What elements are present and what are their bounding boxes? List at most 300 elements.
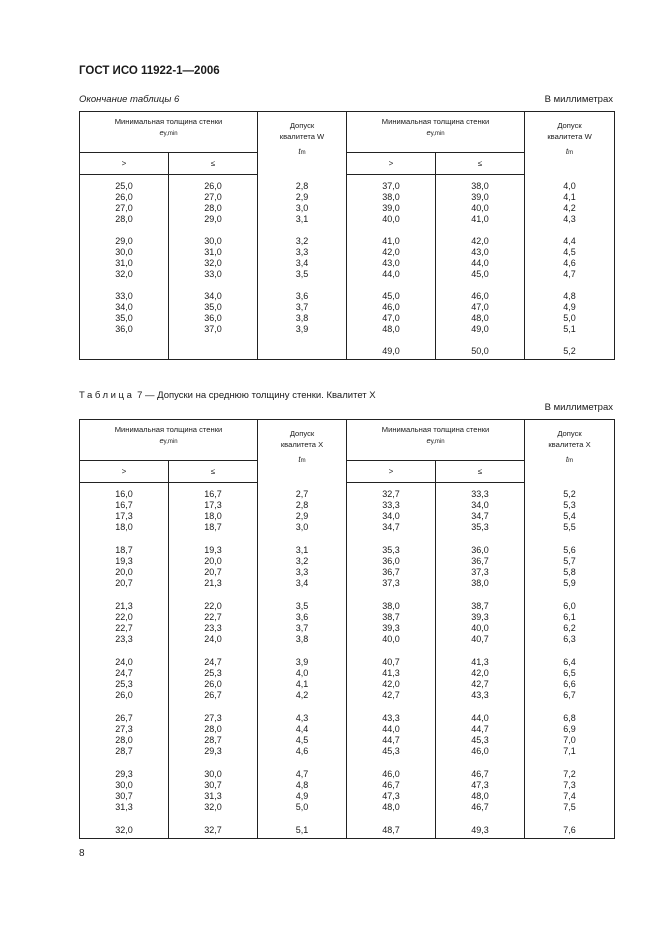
cell-value: 44,0 bbox=[471, 258, 489, 268]
table-cell bbox=[436, 589, 525, 645]
table-cell bbox=[347, 533, 436, 589]
header-tolerance-left bbox=[258, 112, 347, 175]
cell-value: 4,6 bbox=[295, 746, 309, 756]
cell-value: 46,7 bbox=[382, 780, 400, 790]
header-min-wall-left bbox=[80, 112, 258, 153]
grade-label: квалитета X bbox=[280, 440, 324, 449]
cell-value: 20,0 bbox=[115, 567, 133, 577]
table-cell bbox=[347, 757, 436, 813]
table-cell bbox=[436, 701, 525, 757]
header-le: ≤ bbox=[169, 153, 258, 175]
cell-value: 23,3 bbox=[204, 623, 222, 633]
table-row-group bbox=[80, 335, 615, 360]
table7 bbox=[79, 419, 615, 839]
table-cell bbox=[169, 645, 258, 701]
cell-value: 26,0 bbox=[115, 690, 133, 700]
cell-value: 20,7 bbox=[115, 578, 133, 588]
cell-value: 30,0 bbox=[204, 236, 222, 246]
e-symbol: e bbox=[159, 436, 164, 445]
header-tolerance-right bbox=[525, 420, 615, 483]
grade-label: квалитета X bbox=[548, 440, 591, 449]
cell-value: 34,7 bbox=[471, 511, 489, 521]
cell-value: 5,7 bbox=[563, 556, 576, 566]
cell-value: 31,0 bbox=[115, 258, 133, 268]
cell-value: 28,0 bbox=[204, 203, 222, 213]
cell-value: 6,2 bbox=[563, 623, 576, 633]
cell-value: 46,0 bbox=[471, 746, 489, 756]
table7-units: В миллиметрах bbox=[544, 402, 613, 413]
cell-value: 3,0 bbox=[295, 521, 309, 532]
table-cell bbox=[258, 589, 347, 645]
cell-value: 7,2 bbox=[563, 769, 576, 779]
cell-value: 5,5 bbox=[563, 521, 576, 532]
cell-value: 27,0 bbox=[204, 192, 222, 202]
cell-value: 45,3 bbox=[471, 735, 489, 745]
table-cell bbox=[258, 757, 347, 813]
cell-value: 39,0 bbox=[471, 192, 489, 202]
cell-value: 49,0 bbox=[382, 346, 400, 356]
cell-value: 3,5 bbox=[295, 601, 309, 611]
table-cell bbox=[347, 335, 436, 360]
cell-value: 4,1 bbox=[295, 679, 309, 689]
header-min-wall-right bbox=[347, 112, 525, 153]
cell-value: 33,3 bbox=[471, 489, 489, 499]
cell-value: 7,3 bbox=[563, 780, 576, 790]
table-cell bbox=[436, 483, 525, 534]
cell-value: 38,0 bbox=[382, 601, 400, 611]
min-wall-label: Минимальная толщина стенки bbox=[381, 425, 490, 434]
table-cell bbox=[436, 280, 525, 335]
cell-value: 37,3 bbox=[471, 567, 489, 577]
table-cell bbox=[169, 757, 258, 813]
cell-value: 4,0 bbox=[295, 668, 309, 678]
cell-value: 38,0 bbox=[471, 578, 489, 588]
table6-units: В миллиметрах bbox=[544, 94, 613, 105]
cell-value: 33,0 bbox=[115, 291, 133, 301]
header-min-wall-left bbox=[80, 420, 258, 461]
cell-value: 35,3 bbox=[471, 522, 489, 532]
cell-value: 6,5 bbox=[563, 668, 576, 678]
cell-value: 38,0 bbox=[471, 181, 489, 191]
table-cell bbox=[80, 280, 169, 335]
table-cell bbox=[525, 533, 615, 589]
cell-value: 41,3 bbox=[471, 657, 489, 667]
cell-value: 47,0 bbox=[471, 302, 489, 312]
table-cell bbox=[525, 335, 615, 360]
cell-value: 38,0 bbox=[382, 192, 400, 202]
table-cell bbox=[258, 483, 347, 534]
cell-value: 4,7 bbox=[295, 769, 309, 779]
table-cell bbox=[80, 533, 169, 589]
header-le: ≤ bbox=[169, 461, 258, 483]
table-cell bbox=[347, 813, 436, 839]
table-cell bbox=[80, 645, 169, 701]
cell-value: 42,0 bbox=[382, 679, 400, 689]
cell-value: 22,0 bbox=[204, 601, 222, 611]
cell-value: 40,7 bbox=[382, 657, 400, 667]
tolerance-label: Допуск bbox=[289, 121, 315, 130]
table-cell bbox=[436, 813, 525, 839]
cell-value: 46,0 bbox=[471, 291, 489, 301]
table-cell bbox=[525, 589, 615, 645]
t-symbol: t bbox=[298, 455, 301, 464]
cell-value: 33,0 bbox=[204, 269, 222, 279]
cell-value: 3,4 bbox=[295, 258, 309, 268]
table6-body bbox=[80, 175, 615, 360]
cell-value: 38,7 bbox=[471, 601, 489, 611]
cell-value: 48,0 bbox=[382, 324, 400, 334]
cell-value: 34,0 bbox=[471, 500, 489, 510]
t-symbol: t bbox=[298, 147, 301, 156]
header-gt: > bbox=[347, 153, 436, 175]
table-cell bbox=[347, 225, 436, 280]
cell-value: 7,0 bbox=[563, 735, 576, 745]
cell-value: 22,7 bbox=[204, 612, 222, 622]
cell-value: 4,9 bbox=[295, 791, 309, 801]
cell-value: 5,2 bbox=[563, 488, 576, 499]
cell-value: 16,7 bbox=[204, 489, 222, 499]
cell-value: 36,0 bbox=[471, 545, 489, 555]
table-cell bbox=[169, 225, 258, 280]
cell-value: 4,6 bbox=[563, 258, 576, 268]
cell-value: 31,0 bbox=[204, 247, 222, 257]
cell-value: 35,0 bbox=[204, 302, 222, 312]
cell-value: 6,8 bbox=[563, 713, 576, 723]
cell-value: 7,6 bbox=[563, 825, 576, 835]
cell-value: 34,0 bbox=[115, 302, 133, 312]
table-row-group bbox=[80, 757, 615, 813]
cell-value: 5,6 bbox=[563, 545, 576, 555]
cell-value bbox=[258, 346, 346, 357]
cell-value: 30,0 bbox=[115, 247, 133, 257]
tolerance-label: Допуск bbox=[289, 429, 315, 438]
cell-value: 21,3 bbox=[204, 578, 222, 588]
table-cell bbox=[258, 645, 347, 701]
cell-value: 48,0 bbox=[471, 791, 489, 801]
table-cell bbox=[258, 335, 347, 360]
cell-value: 27,0 bbox=[115, 203, 133, 213]
table-cell bbox=[347, 645, 436, 701]
cell-value: 39,3 bbox=[471, 612, 489, 622]
cell-value: 41,3 bbox=[382, 668, 400, 678]
table7-caption bbox=[79, 390, 376, 401]
cell-value: 3,9 bbox=[295, 657, 309, 667]
table-cell bbox=[80, 175, 169, 226]
cell-value: 42,7 bbox=[382, 690, 400, 700]
cell-value: 40,0 bbox=[382, 634, 400, 644]
table-cell bbox=[169, 483, 258, 534]
cell-value: 6,6 bbox=[563, 679, 576, 689]
cell-value: 7,1 bbox=[563, 746, 576, 756]
cell-value: 42,7 bbox=[471, 679, 489, 689]
cell-value: 5,3 bbox=[563, 499, 576, 510]
cell-value: 18,7 bbox=[204, 522, 222, 532]
header-min-wall-right bbox=[347, 420, 525, 461]
table-cell bbox=[525, 645, 615, 701]
table-cell bbox=[169, 589, 258, 645]
table-cell bbox=[169, 701, 258, 757]
cell-value: 26,0 bbox=[204, 679, 222, 689]
cell-value: 49,3 bbox=[471, 825, 489, 835]
cell-value: 25,3 bbox=[115, 679, 133, 689]
cell-value: 4,3 bbox=[563, 213, 576, 224]
cell-value: 32,0 bbox=[204, 258, 222, 268]
cell-value: 5,8 bbox=[563, 567, 576, 577]
cell-value: 24,0 bbox=[204, 634, 222, 644]
table-cell bbox=[80, 225, 169, 280]
table-cell bbox=[347, 175, 436, 226]
cell-value: 3,6 bbox=[295, 612, 309, 622]
cell-value bbox=[169, 346, 257, 357]
cell-value: 16,0 bbox=[115, 489, 133, 499]
cell-value: 48,0 bbox=[382, 802, 400, 812]
cell-value: 31,3 bbox=[115, 802, 133, 812]
cell-value: 34,0 bbox=[204, 291, 222, 301]
t-subscript: m bbox=[568, 150, 574, 156]
cell-value: 21,3 bbox=[115, 601, 133, 611]
cell-value: 7,5 bbox=[563, 802, 576, 812]
cell-value: 5,1 bbox=[563, 324, 576, 334]
cell-value: 3,0 bbox=[295, 202, 309, 213]
cell-value: 18,0 bbox=[204, 511, 222, 521]
cell-value: 26,7 bbox=[204, 690, 222, 700]
cell-value: 17,3 bbox=[204, 500, 222, 510]
cell-value: 43,0 bbox=[382, 258, 400, 268]
table-cell bbox=[525, 813, 615, 839]
page-number: 8 bbox=[79, 848, 85, 859]
table-row-group bbox=[80, 813, 615, 839]
cell-value: 48,0 bbox=[471, 313, 489, 323]
cell-value: 46,0 bbox=[382, 302, 400, 312]
cell-value: 47,0 bbox=[382, 313, 400, 323]
table-row-group bbox=[80, 483, 615, 534]
cell-value: 24,7 bbox=[115, 668, 133, 678]
cell-value: 28,7 bbox=[204, 735, 222, 745]
cell-value: 19,3 bbox=[115, 556, 133, 566]
cell-value: 36,0 bbox=[204, 313, 222, 323]
cell-value: 29,3 bbox=[115, 769, 133, 779]
t-symbol: t bbox=[565, 147, 569, 156]
cell-value: 30,0 bbox=[115, 780, 133, 790]
cell-value: 2,8 bbox=[295, 499, 309, 510]
cell-value: 18,7 bbox=[115, 545, 133, 555]
table-row-group bbox=[80, 589, 615, 645]
cell-value: 19,3 bbox=[204, 545, 222, 555]
cell-value: 43,3 bbox=[382, 713, 400, 723]
table-cell bbox=[525, 757, 615, 813]
e-symbol: e bbox=[159, 128, 164, 137]
t-symbol: t bbox=[565, 455, 569, 464]
table-row-group bbox=[80, 645, 615, 701]
cell-value: 37,0 bbox=[382, 181, 400, 191]
cell-value: 39,0 bbox=[382, 203, 400, 213]
cell-value: 43,3 bbox=[471, 690, 489, 700]
cell-value: 42,0 bbox=[471, 668, 489, 678]
table-cell bbox=[258, 813, 347, 839]
table-cell bbox=[80, 335, 169, 360]
table7-caption-title: 7 — Допуски на среднюю толщину стенки. Квалитет X bbox=[134, 390, 376, 401]
cell-value: 3,1 bbox=[295, 213, 309, 224]
cell-value: 32,7 bbox=[204, 825, 222, 835]
cell-value: 44,7 bbox=[471, 724, 489, 734]
cell-value: 40,0 bbox=[471, 623, 489, 633]
cell-value: 37,3 bbox=[382, 578, 400, 588]
cell-value: 3,5 bbox=[295, 269, 309, 279]
t-subscript: m bbox=[300, 150, 306, 156]
cell-value: 4,1 bbox=[563, 191, 576, 202]
table7-body bbox=[80, 483, 615, 839]
cell-value: 4,4 bbox=[295, 724, 309, 734]
e-subscript: y,min bbox=[163, 439, 178, 445]
cell-value: 3,7 bbox=[295, 623, 309, 633]
cell-value: 48,7 bbox=[382, 825, 400, 835]
table-cell bbox=[80, 757, 169, 813]
cell-value: 4,7 bbox=[563, 269, 576, 279]
cell-value: 18,0 bbox=[115, 522, 133, 532]
cell-value: 28,7 bbox=[115, 746, 133, 756]
cell-value: 34,0 bbox=[382, 511, 400, 521]
table-cell bbox=[347, 280, 436, 335]
cell-value: 6,3 bbox=[563, 634, 576, 644]
table-cell bbox=[525, 483, 615, 534]
cell-value: 4,5 bbox=[563, 247, 576, 257]
cell-value: 3,9 bbox=[295, 324, 309, 334]
table-cell bbox=[258, 175, 347, 226]
table-cell bbox=[436, 335, 525, 360]
table-cell bbox=[258, 280, 347, 335]
cell-value: 20,0 bbox=[204, 556, 222, 566]
cell-value: 16,7 bbox=[115, 500, 133, 510]
cell-value: 32,0 bbox=[115, 269, 133, 279]
cell-value: 34,7 bbox=[382, 522, 400, 532]
min-wall-label: Минимальная толщина стенки bbox=[114, 117, 223, 126]
cell-value: 3,7 bbox=[295, 302, 309, 312]
grade-label: квалитета W bbox=[547, 132, 592, 141]
tolerance-label: Допуск bbox=[557, 429, 582, 438]
cell-value: 5,9 bbox=[563, 578, 576, 588]
cell-value: 6,1 bbox=[563, 612, 576, 622]
cell-value: 40,0 bbox=[471, 203, 489, 213]
e-subscript: y,min bbox=[430, 131, 445, 137]
cell-value: 35,3 bbox=[382, 545, 400, 555]
cell-value: 46,7 bbox=[471, 802, 489, 812]
cell-value: 24,7 bbox=[204, 657, 222, 667]
cell-value: 3,8 bbox=[295, 634, 309, 644]
header-gt: > bbox=[347, 461, 436, 483]
table6 bbox=[79, 111, 615, 360]
cell-value: 36,0 bbox=[382, 556, 400, 566]
e-symbol: e bbox=[426, 128, 431, 137]
cell-value: 4,2 bbox=[295, 690, 309, 700]
cell-value: 36,7 bbox=[471, 556, 489, 566]
table-cell bbox=[347, 589, 436, 645]
e-subscript: y,min bbox=[430, 439, 445, 445]
table-row-group bbox=[80, 225, 615, 280]
cell-value: 40,7 bbox=[471, 634, 489, 644]
cell-value: 43,0 bbox=[471, 247, 489, 257]
cell-value: 39,3 bbox=[382, 623, 400, 633]
document-title: ГОСТ ИСО 11922-1—2006 bbox=[79, 65, 220, 77]
cell-value: 3,2 bbox=[295, 556, 309, 566]
table-cell bbox=[169, 280, 258, 335]
cell-value: 29,3 bbox=[204, 746, 222, 756]
t-subscript: m bbox=[568, 458, 574, 464]
table-cell bbox=[258, 225, 347, 280]
cell-value: 4,0 bbox=[563, 180, 576, 191]
table-cell bbox=[80, 813, 169, 839]
table-cell bbox=[436, 175, 525, 226]
cell-value: 25,0 bbox=[115, 181, 133, 191]
cell-value: 50,0 bbox=[471, 346, 489, 356]
cell-value: 6,7 bbox=[563, 690, 576, 700]
cell-value: 46,7 bbox=[471, 769, 489, 779]
header-gt: > bbox=[80, 461, 169, 483]
tolerance-label: Допуск bbox=[557, 121, 582, 130]
cell-value: 36,0 bbox=[115, 324, 133, 334]
e-subscript: y,min bbox=[163, 131, 178, 137]
cell-value: 24,0 bbox=[115, 657, 133, 667]
cell-value: 31,3 bbox=[204, 791, 222, 801]
table7-caption-prefix: Таблица bbox=[79, 390, 135, 401]
table-cell bbox=[525, 280, 615, 335]
cell-value: 47,3 bbox=[382, 791, 400, 801]
cell-value: 26,0 bbox=[115, 192, 133, 202]
cell-value: 5,1 bbox=[295, 825, 309, 835]
cell-value bbox=[80, 346, 168, 357]
cell-value: 36,7 bbox=[382, 567, 400, 577]
cell-value: 5,4 bbox=[563, 510, 576, 521]
header-gt: > bbox=[80, 153, 169, 175]
cell-value: 20,7 bbox=[204, 567, 222, 577]
cell-value: 41,0 bbox=[382, 236, 400, 246]
cell-value: 22,7 bbox=[115, 623, 133, 633]
table-cell bbox=[525, 175, 615, 226]
cell-value: 46,0 bbox=[382, 769, 400, 779]
cell-value: 44,0 bbox=[382, 724, 400, 734]
cell-value: 45,3 bbox=[382, 746, 400, 756]
cell-value: 32,7 bbox=[382, 489, 400, 499]
cell-value: 4,9 bbox=[563, 302, 576, 312]
cell-value: 29,0 bbox=[204, 214, 222, 224]
cell-value: 37,0 bbox=[204, 324, 222, 334]
cell-value: 4,2 bbox=[563, 202, 576, 213]
cell-value: 6,4 bbox=[563, 657, 576, 667]
cell-value: 30,7 bbox=[204, 780, 222, 790]
cell-value: 45,0 bbox=[382, 291, 400, 301]
cell-value: 6,0 bbox=[563, 601, 576, 611]
header-tolerance-right bbox=[525, 112, 615, 175]
cell-value: 3,4 bbox=[295, 578, 309, 588]
cell-value: 2,8 bbox=[295, 180, 309, 191]
cell-value: 33,3 bbox=[382, 500, 400, 510]
cell-value: 28,0 bbox=[204, 724, 222, 734]
cell-value: 4,3 bbox=[295, 713, 309, 723]
cell-value: 4,8 bbox=[563, 291, 576, 301]
cell-value: 7,4 bbox=[563, 791, 576, 801]
table-cell bbox=[525, 225, 615, 280]
table-cell bbox=[436, 533, 525, 589]
cell-value: 2,9 bbox=[295, 510, 309, 521]
cell-value: 30,0 bbox=[204, 769, 222, 779]
cell-value: 27,3 bbox=[115, 724, 133, 734]
cell-value: 30,7 bbox=[115, 791, 133, 801]
table-cell bbox=[258, 701, 347, 757]
e-symbol: e bbox=[426, 436, 431, 445]
cell-value: 3,2 bbox=[295, 236, 309, 246]
cell-value: 22,0 bbox=[115, 612, 133, 622]
cell-value: 45,0 bbox=[471, 269, 489, 279]
cell-value: 4,5 bbox=[295, 735, 309, 745]
